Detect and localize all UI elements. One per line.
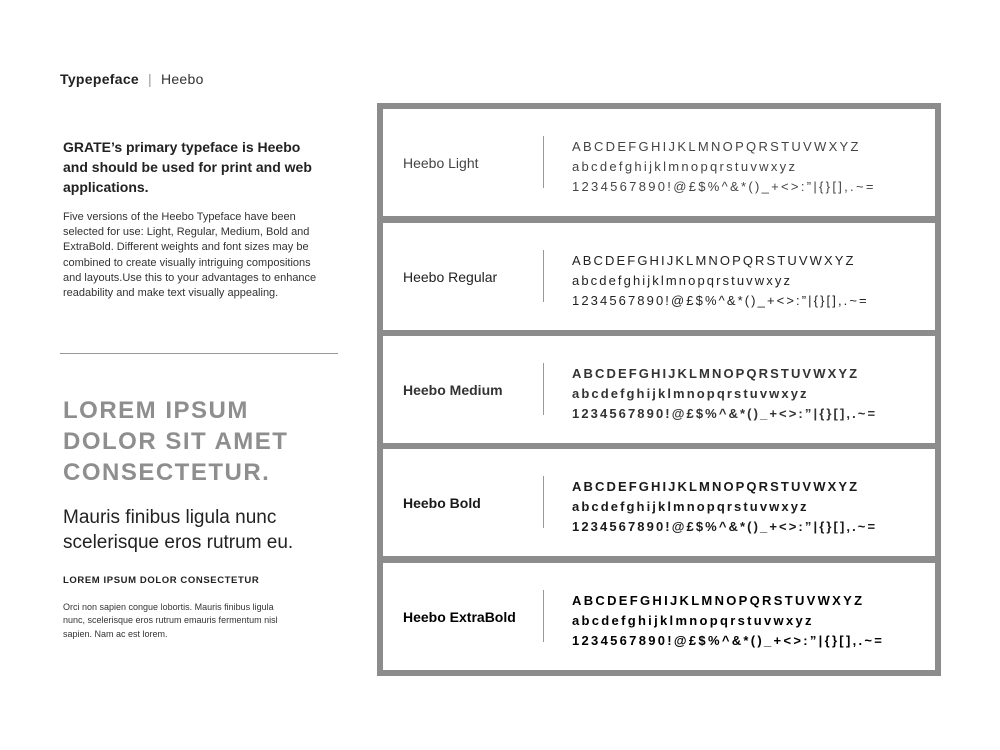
weight-name: Heebo Regular — [403, 268, 498, 285]
lowercase-glyphs: abcdefghijklmnopqrstuvwxyz — [572, 499, 809, 514]
specimen-row-regular — [383, 223, 935, 330]
uppercase-glyphs: ABCDEFGHIJKLMNOPQRSTUVWXYZ — [572, 479, 860, 494]
specimen-row-medium — [383, 336, 935, 443]
typeface-specimen-panel — [377, 103, 941, 676]
glyph-specimen — [572, 477, 877, 537]
glyph-specimen — [572, 137, 876, 197]
row-divider — [543, 476, 544, 528]
section-divider — [60, 353, 338, 354]
lowercase-glyphs: abcdefghijklmnopqrstuvwxyz — [572, 613, 814, 628]
row-divider — [543, 250, 544, 302]
lowercase-glyphs: abcdefghijklmnopqrstuvwxyz — [572, 386, 809, 401]
body-text-sample: Orci non sapien congue lobortis. Mauris finibus ligula nunc, scelerisque eros rutrum emauris fermentum nisl sapien. Nam ac est lorem. — [63, 602, 278, 639]
uppercase-glyphs: ABCDEFGHIJKLMNOPQRSTUVWXYZ — [572, 366, 860, 381]
page-subtitle: Heebo — [160, 71, 204, 87]
uppercase-glyphs: ABCDEFGHIJKLMNOPQRSTUVWXYZ — [572, 593, 865, 608]
symbol-glyphs: 1234567890!@£$%^&*()_+<>:”|{}[],.~= — [572, 293, 869, 308]
glyph-specimen — [572, 251, 869, 311]
weight-name: Heebo Light — [403, 154, 479, 171]
symbol-glyphs: 1234567890!@£$%^&*()_+<>:”|{}[],.~= — [572, 406, 878, 421]
specimen-row-light — [383, 109, 935, 216]
page-title: Typepeface — [60, 71, 139, 87]
uppercase-glyphs: ABCDEFGHIJKLMNOPQRSTUVWXYZ — [572, 139, 861, 154]
intro-body: Five versions of the Heebo Typeface have been selected for use: Light, Regular, Medium, Bold and ExtraBold. Different weights and font sizes may be combined to create visually intriguing compositions and layouts.Use this to your advantages to enhance readability and make text visually appealing. — [63, 211, 317, 300]
weight-name: Heebo Medium — [403, 381, 503, 398]
caps-heading-sample: LOREM IPSUM DOLOR CONSECTETUR — [63, 575, 260, 586]
specimen-row-bold — [383, 449, 935, 556]
symbol-glyphs: 1234567890!@£$%^&*()_+<>:”|{}[],.~= — [572, 633, 885, 648]
specimen-row-extrabold — [383, 563, 935, 670]
row-divider — [543, 363, 544, 415]
symbol-glyphs: 1234567890!@£$%^&*()_+<>:”|{}[],.~= — [572, 179, 876, 194]
lowercase-glyphs: abcdefghijklmnopqrstuvwxyz — [572, 273, 793, 288]
row-divider — [543, 136, 544, 188]
glyph-specimen — [572, 591, 884, 651]
page-header — [60, 71, 204, 87]
display-heading-sample: LOREM IPSUM DOLOR SIT AMET CONSECTETUR. — [63, 397, 289, 486]
intro-heading: GRATE’s primary typeface is Heebo and should be used for print and web applications. — [63, 139, 312, 195]
weight-name: Heebo Bold — [403, 494, 481, 511]
weight-name: Heebo ExtraBold — [403, 608, 516, 625]
title-separator: | — [148, 71, 152, 87]
lowercase-glyphs: abcdefghijklmnopqrstuvwxyz — [572, 159, 798, 174]
glyph-specimen — [572, 364, 877, 424]
subheading-sample: Mauris finibus ligula nunc scelerisque eros rutrum eu. — [63, 507, 294, 553]
uppercase-glyphs: ABCDEFGHIJKLMNOPQRSTUVWXYZ — [572, 253, 856, 268]
symbol-glyphs: 1234567890!@£$%^&*()_+<>:”|{}[],.~= — [572, 519, 878, 534]
row-divider — [543, 590, 544, 642]
